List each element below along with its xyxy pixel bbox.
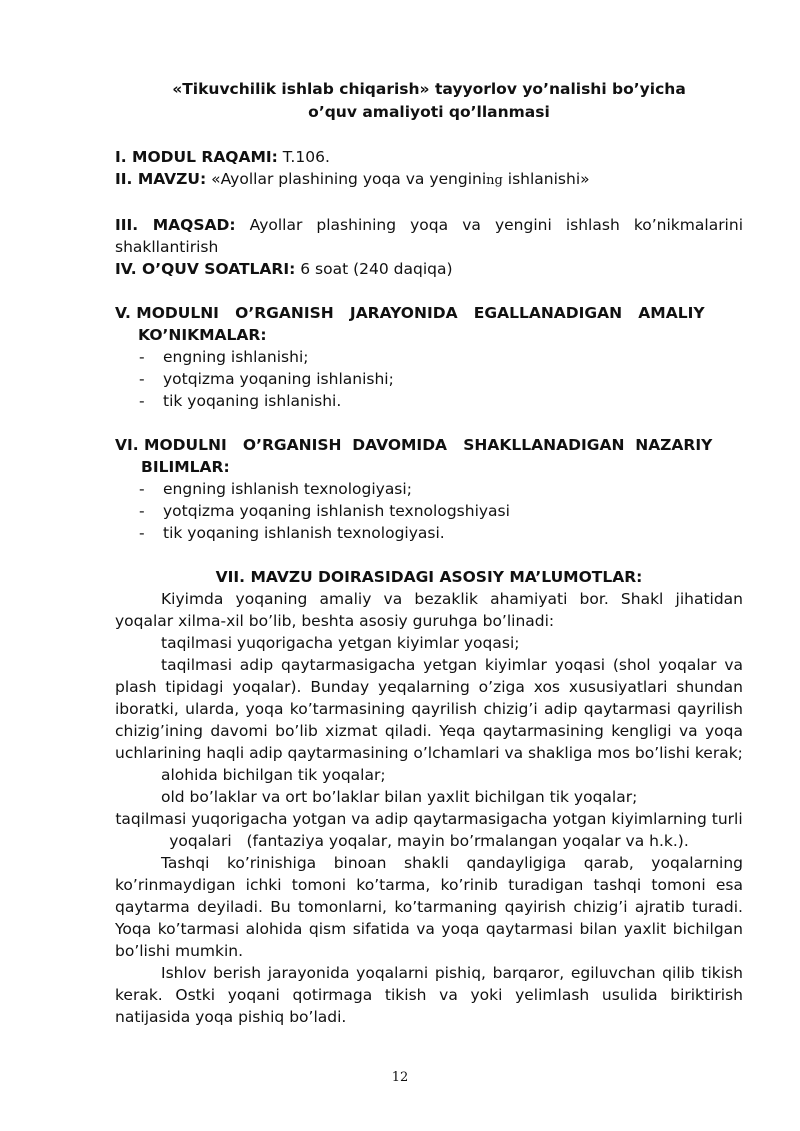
section-5-heading-line-1: V. MODULNI O’RGANISH JARAYONIDA EGALLANADIGAN AMALIY <box>115 304 705 322</box>
maqsad-line <box>115 214 743 258</box>
modul-value: T.106. <box>277 148 330 166</box>
document-title <box>115 78 743 124</box>
soatlar-value: 6 soat (240 daqiqa) <box>295 260 453 278</box>
mavzu-value-post: ishlanishi» <box>502 170 590 188</box>
list-item: - yotqizma yoqaning ishlanish texnologshiyasi <box>139 500 743 522</box>
soatlar-line <box>115 258 743 280</box>
maqsad-value: Ayollar plashining yoqa va yengini ishlash ko’nikmalarini shakllantirish <box>115 216 743 256</box>
list-item: - engning ishlanishi; <box>139 346 743 368</box>
list-item: - tik yoqaning ishlanish texnologiyasi. <box>139 522 743 544</box>
section-6-heading-line-1: VI. MODULNI O’RGANISH DAVOMIDA SHAKLLANADIGAN NAZARIY <box>115 436 713 454</box>
section-5-heading <box>115 302 743 346</box>
section-5-list <box>115 346 743 412</box>
mavzu-label: II. MAVZU: <box>115 170 207 188</box>
paragraph: Kiyimda yoqaning amaliy va bezaklik ahamiyati bor. Shakl jihatidan yoqalar xilma-xil bo’lib, beshta asosiy guruhga bo’linadi: <box>115 590 743 630</box>
title-line-2: o’quv amaliyoti qo’llanmasi <box>308 103 550 121</box>
mavzu-value-pre: «Ayollar plashining yoqa va yengini <box>206 170 487 188</box>
paragraph: taqilmasi yuqorigacha yotgan va adip qaytarmasigacha yotgan kiyimlarning turli <box>115 810 743 828</box>
section-6-heading-line-2: BILIMLAR: <box>141 458 230 476</box>
paragraph: old bo’laklar va ort bo’laklar bilan yaxlit bichilgan tik yoqalar; <box>161 788 638 806</box>
section-6-list <box>115 478 743 544</box>
paragraph: Tashqi ko’rinishiga binoan shakli qandayligiga qarab, yoqalarning ko’rinmaydigan ichki tomoni ko’tarma, ko’rinib turadigan tashqi tomoni esa qaytarma deyiladi. Bu tomonlarni, ko’tarmaning qayirish chizig’i ajratib turadi. Yoqa ko’tarmasi alohida qism sifatida va yoqa qaytarmasi bilan yaxlit bichilgan bo’lishi mumkin. <box>115 854 743 960</box>
page-number: 12 <box>391 1070 409 1085</box>
paragraph: taqilmasi adip qaytarmasigacha yetgan kiyimlar yoqasi (shol yoqalar va plash tipidagi yoqalar). Bunday yeqalarning o’ziga xos xususiyatlari shundan iboratki, ularda, yoqa ko’tarmasining qayrilish chizig’i adip qaytarmasi qayrilish chizig’ining davomi bo’lib xizmat qiladi. Yeqa qaytarmasining kengligi va yoqa uchlarining haqli adip qaytarmasining o’lchamlari va shakliga mos bo’lishi kerak; <box>115 656 743 762</box>
list-item: - engning ishlanish texnologiyasi; <box>139 478 743 500</box>
paragraph: alohida bichilgan tik yoqalar; <box>161 766 386 784</box>
soatlar-label: IV. O’QUV SOATLARI: <box>115 260 296 278</box>
section-5-heading-line-2: KO’NIKMALAR: <box>138 326 267 344</box>
mavzu-value-ng: ng <box>486 173 503 188</box>
mavzu-line <box>115 168 743 192</box>
paragraph: yoqalari (fantaziya yoqalar, mayin bo’rmalangan yoqalar va h.k.). <box>169 832 689 850</box>
paragraph: taqilmasi yuqorigacha yetgan kiyimlar yoqasi; <box>161 634 520 652</box>
paragraph: Ishlov berish jarayonida yoqalarni pishiq, barqaror, egiluvchan qilib tikish kerak. Ostki yoqani qotirmaga tikish va yoki yelimlash usulida biriktirish natijasida yoqa pishiq bo’ladi. <box>115 964 743 1026</box>
modul-label: I. MODUL RAQAMI: <box>115 148 278 166</box>
document-page <box>115 78 743 1028</box>
maqsad-label: III. MAQSAD: <box>115 216 236 234</box>
list-item: - yotqizma yoqaning ishlanishi; <box>139 368 743 390</box>
modul-line <box>115 146 743 168</box>
list-item: - tik yoqaning ishlanishi. <box>139 390 743 412</box>
section-6-heading <box>115 434 743 478</box>
title-line-1: «Tikuvchilik ishlab chiqarish» tayyorlov yo’nalishi bo’yicha <box>172 80 686 98</box>
section-7-heading: VII. MAVZU DOIRASIDAGI ASOSIY MA’LUMOTLAR: <box>215 568 643 586</box>
